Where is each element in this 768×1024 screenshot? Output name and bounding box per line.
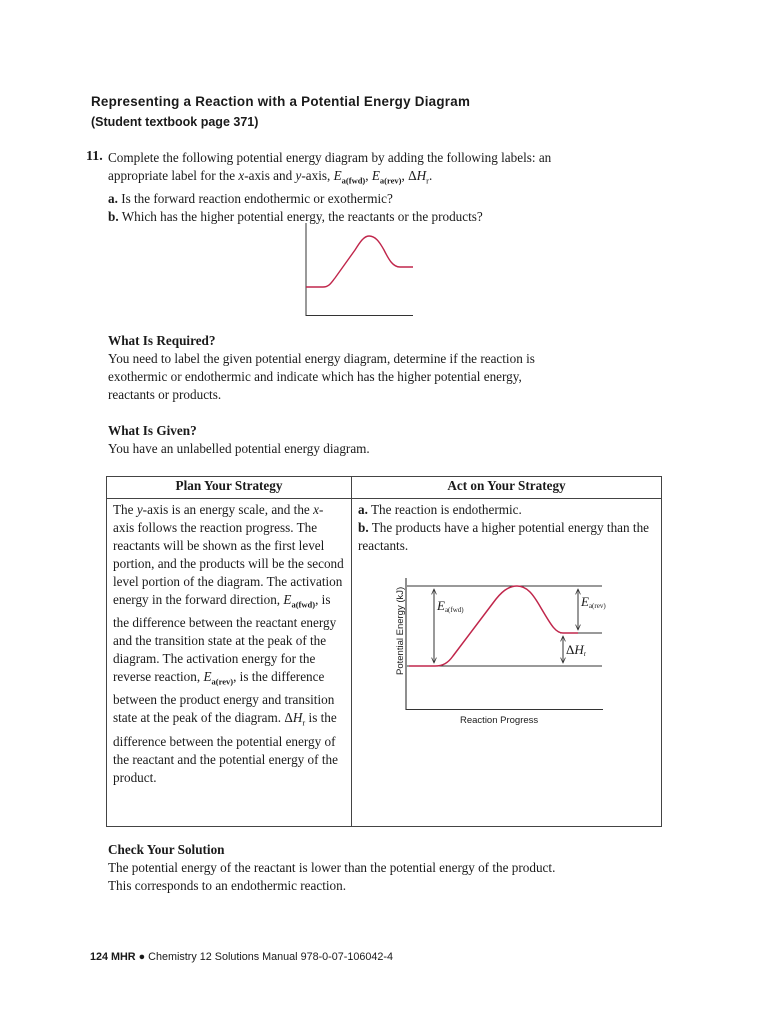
plan-cell: The y-axis is an energy scale, and the x- axis follows the reaction progress. The reactants will be shown as the first level portion, and the products will be the second level portion of the diagram. The activation energy in the forward direction, $E_{a(fwd)}$, is the difference between the reactant energy and the transition state at the peak of the diagram. The activation energy for the reverse reaction, $E_{a(rev)}$, is the difference between the product energy and transition state at the peak of the diagram. $\Delta H_r$ is the difference between the potential energy of the reactant and the potential energy of the product. [107, 499, 352, 827]
labelled-diagram [385, 570, 610, 730]
footer-bullet: ● [138, 951, 146, 963]
ea-rev-symbol: E [371, 168, 380, 183]
check-line: This corresponds to an endothermic reaction. [108, 878, 347, 893]
act-answer-b: b. The products have a higher potential energy than the reactants. [358, 520, 650, 553]
question-line-2: appropriate label for the x-axis and y-axis, $E_{a(fwd)}$, $E_{a(rev)}$, $\Delta H_r$. [108, 168, 433, 186]
ea-fwd-label: Ea(fwd) [437, 598, 464, 614]
question-number: 11. [86, 149, 103, 164]
unlabelled-diagram [300, 220, 416, 320]
delta-h-symbol: Δ [408, 168, 417, 183]
footer-text: Chemistry 12 Solutions Manual 978-0-07-106042-4 [148, 951, 394, 963]
question-part-b: b. Which has the higher potential energy, the reactants or the products? [108, 208, 483, 224]
question-part-a: a. Is the forward reaction endothermic or exothermic? [108, 190, 393, 206]
page-number: 124 [90, 951, 109, 963]
publisher: MHR [111, 951, 136, 963]
page-footer [90, 951, 393, 963]
ea-rev-label: Ea(rev) [581, 594, 606, 610]
check-heading: Check Your Solution [108, 842, 225, 857]
question-text [108, 149, 551, 226]
y-axis-label: Potential Energy (kJ) [395, 586, 406, 675]
act-header: Act on Your Strategy [352, 477, 662, 499]
act-answer-a: a. The reaction is endothermic. [358, 502, 522, 517]
required-line: reactants or products. [108, 387, 222, 402]
ea-fwd-symbol: E [333, 168, 342, 183]
required-text [108, 350, 535, 404]
plan-header: Plan Your Strategy [107, 477, 352, 499]
delta-h-label: ΔHr [566, 642, 587, 658]
given-heading: What Is Given? [108, 423, 197, 438]
given-text: You have an unlabelled potential energy diagram. [108, 441, 370, 456]
x-axis-label: Reaction Progress [460, 715, 539, 726]
question-line-1: Complete the following potential energy diagram by adding the following labels: an [108, 150, 552, 165]
section-subtitle: (Student textbook page 371) [91, 115, 259, 129]
section-title: Representing a Reaction with a Potential Energy Diagram [91, 94, 471, 109]
check-text [108, 859, 555, 895]
energy-curve [306, 236, 413, 287]
required-line: You need to label the given potential energy diagram, determine if the reaction is [108, 351, 535, 366]
check-line: The potential energy of the reactant is lower than the potential energy of the product. [108, 860, 556, 875]
required-line: exothermic or endothermic and indicate which has the higher potential energy, [108, 369, 522, 384]
required-heading: What Is Required? [108, 333, 216, 348]
